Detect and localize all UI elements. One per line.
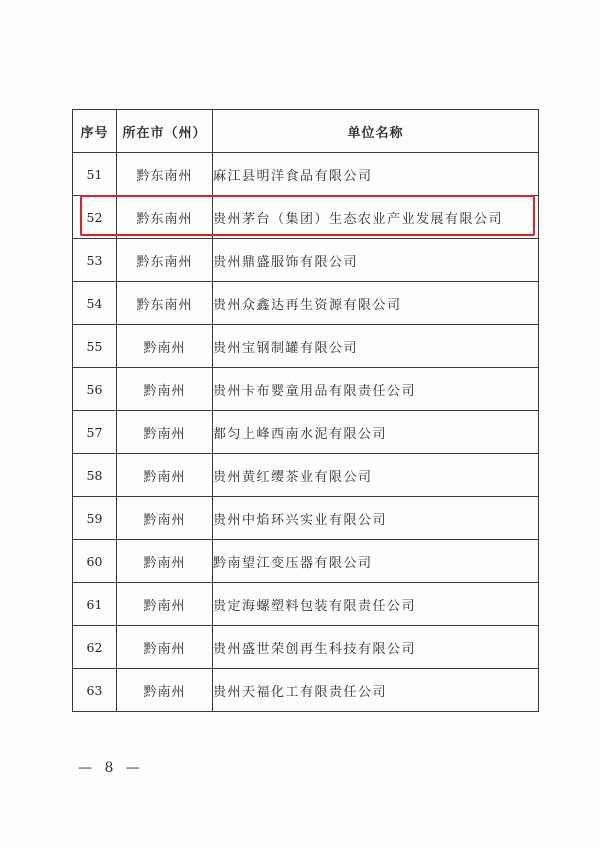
- row-number: 58: [73, 454, 117, 497]
- row-number: 56: [73, 368, 117, 411]
- row-city: 黔东南州: [117, 239, 213, 282]
- row-company-name: 贵州鼎盛服饰有限公司: [213, 239, 539, 282]
- row-company-name: 贵州众鑫达再生资源有限公司: [213, 282, 539, 325]
- table-row: [73, 626, 539, 669]
- table-header-row: [73, 110, 539, 153]
- row-city: 黔东南州: [117, 196, 213, 239]
- table-row: [73, 454, 539, 497]
- row-company-name: 贵定海螺塑料包装有限责任公司: [213, 583, 539, 626]
- row-city: 黔东南州: [117, 153, 213, 196]
- row-city: 黔南州: [117, 669, 213, 712]
- row-number: 61: [73, 583, 117, 626]
- table-row-highlighted: [73, 196, 539, 239]
- table-row: [73, 368, 539, 411]
- row-company-name: 贵州黄红缨茶业有限公司: [213, 454, 539, 497]
- table-row: [73, 669, 539, 712]
- row-number: 52: [73, 196, 117, 239]
- row-company-name: 黔南望江变压器有限公司: [213, 540, 539, 583]
- row-city: 黔南州: [117, 454, 213, 497]
- row-company-name: 贵州茅台（集团）生态农业产业发展有限公司: [213, 196, 539, 239]
- header-number: 序号: [73, 110, 117, 153]
- row-city: 黔南州: [117, 368, 213, 411]
- table-row: [73, 282, 539, 325]
- row-city: 黔南州: [117, 325, 213, 368]
- row-company-name: 贵州盛世荣创再生科技有限公司: [213, 626, 539, 669]
- table-row: [73, 583, 539, 626]
- row-number: 59: [73, 497, 117, 540]
- row-number: 60: [73, 540, 117, 583]
- page-number: — 8 —: [78, 760, 144, 776]
- company-table: [72, 109, 539, 712]
- row-company-name: 都匀上峰西南水泥有限公司: [213, 411, 539, 454]
- row-city: 黔南州: [117, 626, 213, 669]
- table-row: [73, 153, 539, 196]
- row-number: 55: [73, 325, 117, 368]
- row-company-name: 麻江县明洋食品有限公司: [213, 153, 539, 196]
- row-number: 62: [73, 626, 117, 669]
- table-row: [73, 325, 539, 368]
- header-city: 所在市（州）: [117, 110, 213, 153]
- row-company-name: 贵州宝钢制罐有限公司: [213, 325, 539, 368]
- row-city: 黔东南州: [117, 282, 213, 325]
- row-number: 57: [73, 411, 117, 454]
- row-city: 黔南州: [117, 583, 213, 626]
- row-city: 黔南州: [117, 497, 213, 540]
- row-city: 黔南州: [117, 540, 213, 583]
- table-row: [73, 497, 539, 540]
- row-company-name: 贵州中焰环兴实业有限公司: [213, 497, 539, 540]
- row-number: 54: [73, 282, 117, 325]
- row-number: 63: [73, 669, 117, 712]
- row-company-name: 贵州卡布婴童用品有限责任公司: [213, 368, 539, 411]
- row-number: 53: [73, 239, 117, 282]
- row-company-name: 贵州天福化工有限责任公司: [213, 669, 539, 712]
- table-row: [73, 411, 539, 454]
- header-name: 单位名称: [213, 110, 539, 153]
- row-city: 黔南州: [117, 411, 213, 454]
- table-row: [73, 540, 539, 583]
- row-number: 51: [73, 153, 117, 196]
- table-row: [73, 239, 539, 282]
